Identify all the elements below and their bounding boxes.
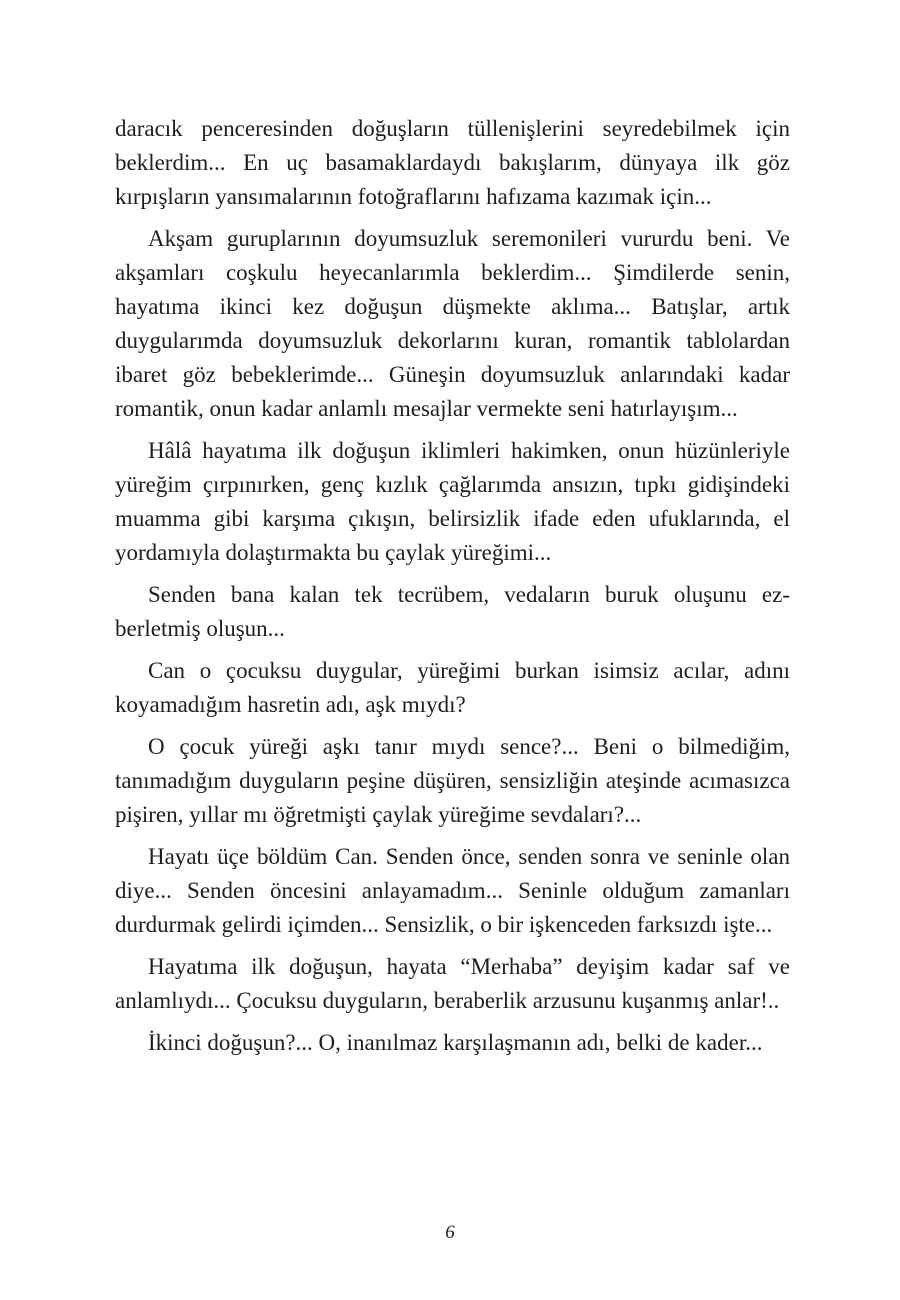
paragraph: Can o çocuksu duygular, yüreğimi burkan isimsiz acılar, adını koyamadığım hasretin adı, aşk mıydı? bbox=[115, 658, 790, 717]
paragraph: O çocuk yüreği aşkı tanır mıydı sence?... Beni o bilmediğim, tanımadığım duyguların peşine düşüren, sensizliğin ateşinde acımasızca pişiren, yıllar mı öğretmişti çaylak yüreğime sevdaları?... bbox=[115, 734, 790, 827]
paragraph: İkinci doğuşun?... O, inanılmaz karşılaşmanın adı, belki de kader... bbox=[148, 1030, 763, 1055]
body-text bbox=[115, 112, 790, 1068]
paragraph: Senden bana kalan tek tecrübem, vedaların buruk oluşunu ezberletmiş oluşun... bbox=[115, 582, 790, 641]
paragraph: Hâlâ hayatıma ilk doğuşun iklimleri hakimken, onun hüzünleriyle yüreğim çırpınırken, genç kızlık çağlarımda ansızın, tıpkı gidişindeki muamma gibi karşıma çıkışın, belirsizlik ifade eden ufuklarında, el yordamıyla dolaştırmakta bu çaylak yüreğimi... bbox=[115, 438, 790, 565]
paragraph: Akşam guruplarının doyumsuzluk seremonileri vururdu beni. Ve akşamları coşkulu heyecanlarımla beklerdim... Şimdilerde senin, hayatıma ikinci kez doğuşun düşmekte aklıma... Batışlar, artık duygularımda doyumsuzluk dekorlarını kuran, romantik tablolardan ibaret göz bebeklerimde... Güneşin doyumsuzluk anlarındaki kadar romantik, onun kadar anlamlı mesajlar vermekte seni hatırlayışım... bbox=[115, 226, 790, 421]
paragraph: Hayatı üçe böldüm Can. Senden önce, senden sonra ve seninle olan diye... Senden öncesini anlayamadım... Seninle olduğum zamanları durdurmak gelirdi içimden... Sensizlik, o bir işkenceden farksızdı işte... bbox=[115, 844, 790, 937]
page-number: 6 bbox=[445, 1222, 455, 1243]
paragraph: daracık penceresinden doğuşların tüllenişlerini seyredebilmek için beklerdim... En uç basamaklardaydı bakışlarım, dünyaya ilk göz kırpışların yansımalarının fotoğraflarını hafızama kazımak için... bbox=[115, 116, 790, 209]
paragraph: Hayatıma ilk doğuşun, hayata “Merhaba” deyişim kadar saf ve anlamlıydı... Çocuksu duyguların, beraberlik arzusunu kuşanmış anlar!.. bbox=[115, 954, 790, 1013]
